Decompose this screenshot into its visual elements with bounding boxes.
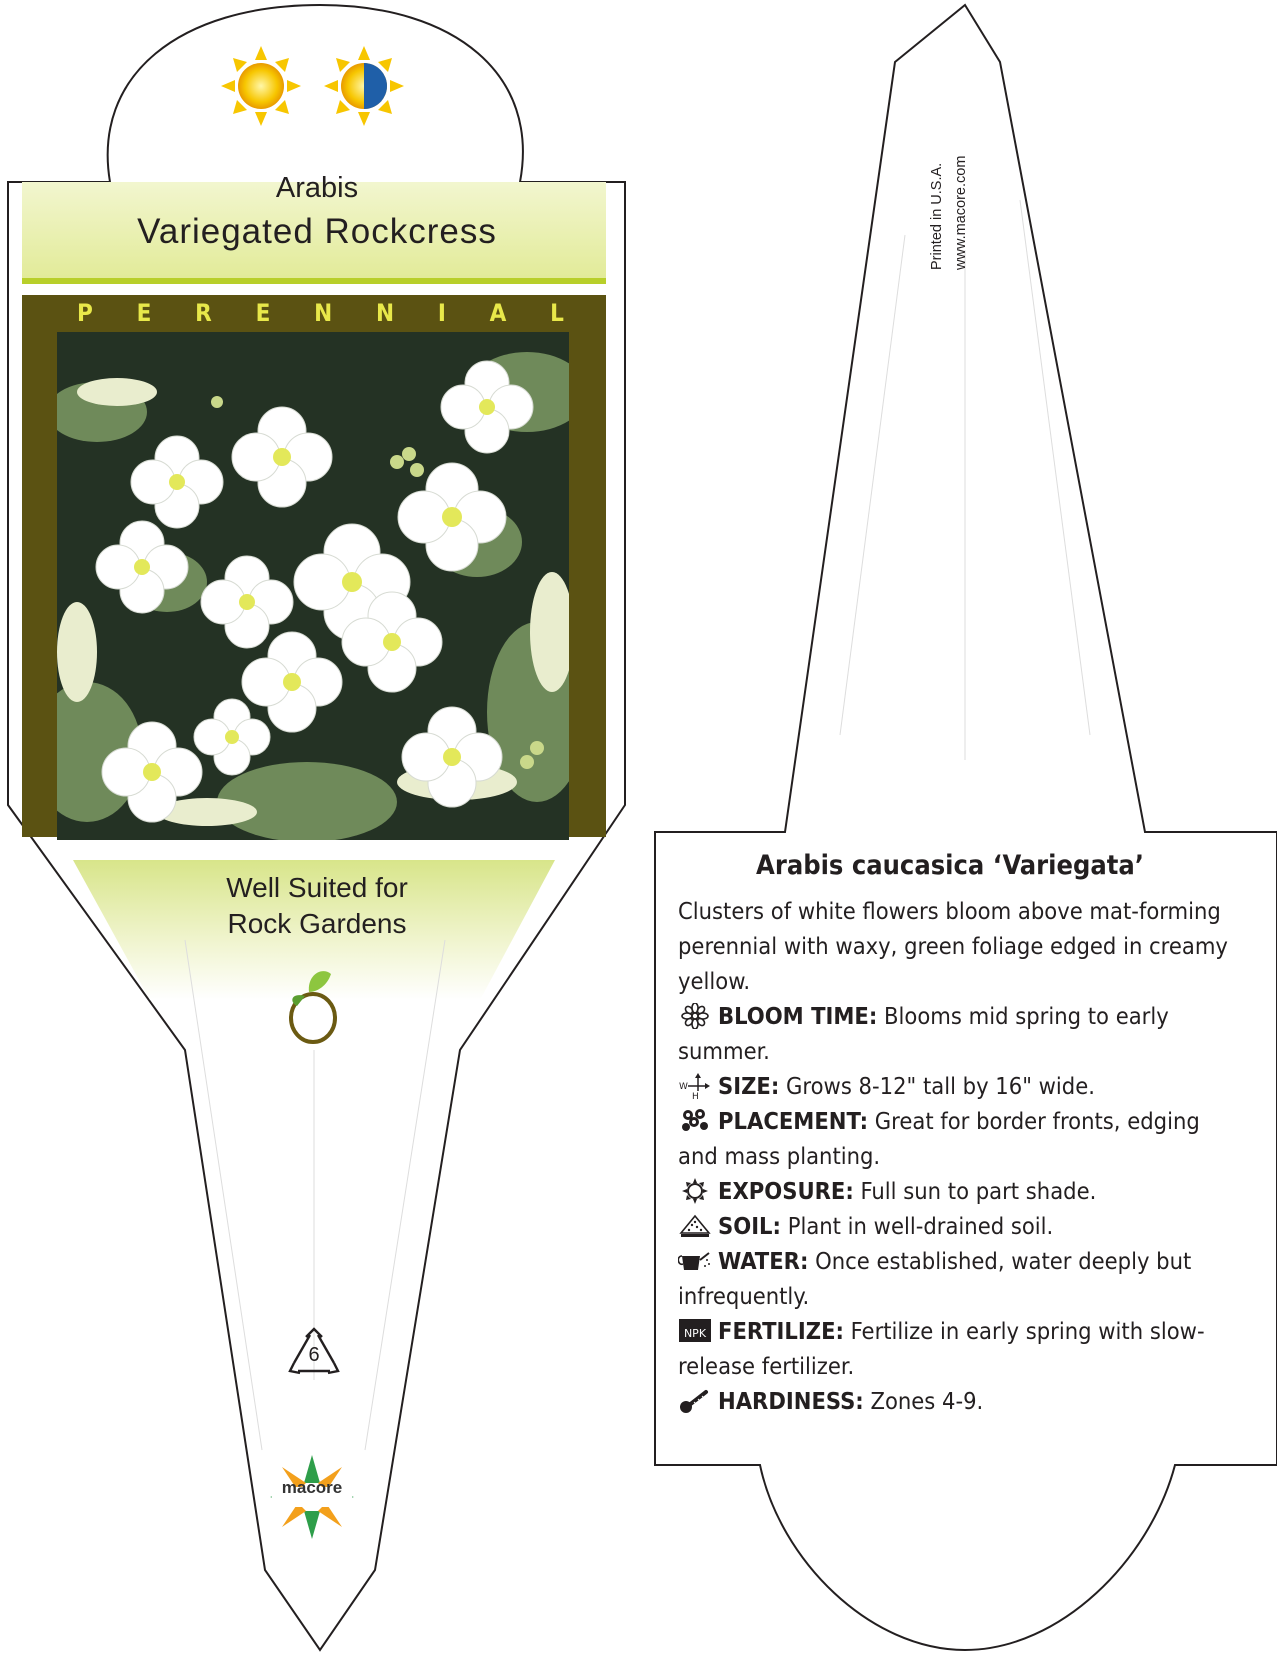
scientific-name: Arabis caucasica ‘Variegata’ (756, 850, 1144, 881)
detail-label: EXPOSURE: (718, 1177, 854, 1205)
thermometer-icon (678, 1388, 712, 1414)
detail-text: Zones 4-9. (863, 1387, 984, 1415)
website: www.macore.com (953, 155, 969, 270)
detail-text: Grows 8-12" tall by 16" wide. (779, 1072, 1095, 1100)
flower-icon (678, 1003, 712, 1029)
watering-can-icon (678, 1248, 712, 1274)
tagline-line: Rock Gardens (227, 908, 407, 939)
perennial-letter: I (437, 299, 446, 327)
printed-in: Printed in U.S.A. (929, 162, 945, 270)
detail-text: Full sun to part shade. (853, 1177, 1097, 1205)
detail-text: Great for border fronts, edging and mass planting. (678, 1107, 1200, 1170)
detail-text: Blooms mid spring to early summer. (678, 1002, 1169, 1065)
npk-icon (678, 1318, 712, 1344)
size-icon-h: H (692, 1092, 699, 1099)
detail-text: Fertilize in early spring with slow-release fertilizer. (678, 1317, 1205, 1380)
tagline (100, 870, 534, 942)
part-shade-icon (324, 46, 404, 126)
recycle-code: 6 (308, 1344, 320, 1366)
perennial-label (22, 299, 606, 327)
brand-name: macore (281, 1478, 343, 1497)
description: Clusters of white flowers bloom above mat-forming perennial with waxy, green foliage edged in creamy yellow. (678, 897, 1228, 995)
detail-exposure (678, 1174, 1238, 1209)
detail-label: SOIL: (718, 1212, 781, 1240)
perennial-letter: A (489, 299, 507, 327)
detail-text: Plant in well-drained soil. (780, 1212, 1054, 1240)
detail-label: SIZE: (718, 1072, 780, 1100)
detail-label: HARDINESS: (718, 1387, 864, 1415)
detail-fertilize (678, 1314, 1238, 1384)
detail-bloom-time (678, 999, 1238, 1069)
perennial-letter: N (314, 299, 333, 327)
sun-icon (678, 1178, 712, 1204)
detail-placement (678, 1104, 1238, 1174)
detail-size (678, 1069, 1238, 1104)
size-icon (678, 1073, 712, 1099)
perennial-letter: R (195, 299, 212, 327)
placement-icon (678, 1108, 712, 1134)
common-name-title: Variegated Rockcress (137, 212, 497, 251)
perennial-letter: E (136, 299, 152, 327)
perennial-letter: L (550, 299, 564, 327)
tagline-line: Well Suited for (226, 872, 408, 903)
print-info (925, 60, 973, 270)
plant-photo (57, 332, 569, 840)
detail-label: WATER: (718, 1247, 809, 1275)
detail-label: BLOOM TIME: (718, 1002, 878, 1030)
perennial-letter: P (77, 299, 93, 327)
genus-title: Arabis (275, 172, 359, 204)
soil-icon (678, 1213, 712, 1239)
perennial-letter: E (255, 299, 271, 327)
detail-label: FERTILIZE: (718, 1317, 844, 1345)
title-divider (22, 278, 606, 284)
detail-text: Once established, water deeply but infrequently. (678, 1247, 1192, 1310)
full-sun-icon (221, 46, 301, 126)
perennial-letter: N (375, 299, 395, 327)
npk-label: NPK (683, 1327, 707, 1340)
detail-label: PLACEMENT: (718, 1107, 869, 1135)
description-block (678, 894, 1238, 1419)
detail-hardiness (678, 1384, 1238, 1419)
detail-water (678, 1244, 1238, 1314)
detail-soil (678, 1209, 1238, 1244)
size-icon-w: W (679, 1082, 688, 1092)
